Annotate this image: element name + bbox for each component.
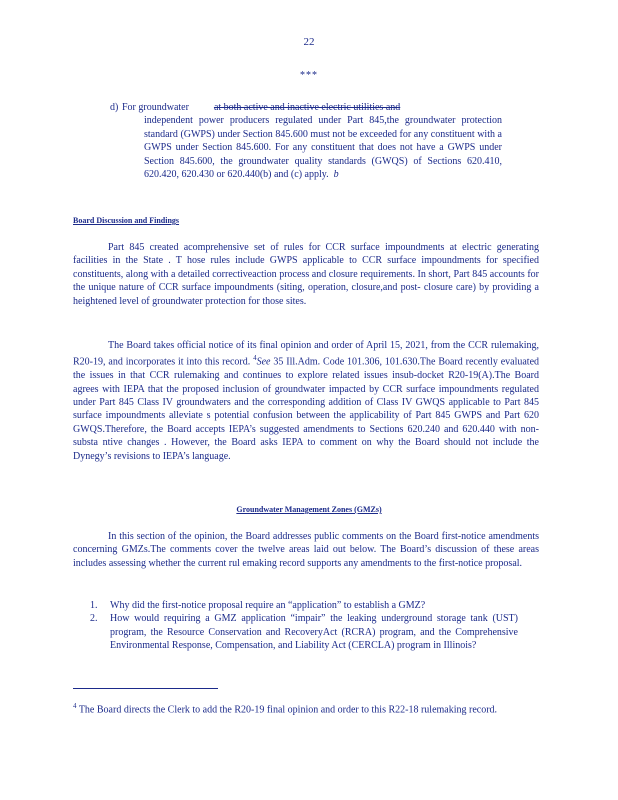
see-signal: See — [256, 356, 271, 368]
paragraph-gmz-intro: In this section of the opinion, the Board addresses public comments on the Board first-notice amendments concerning GMZs.The comments cover the twelve areas laid out below. The Board’s discussion of these areas includes assessing whether the current rul emaking record supports any amendments to the first-notice proposal. — [73, 531, 539, 569]
footnote — [73, 700, 513, 717]
subsection-d-intro: For groundwater — [122, 102, 189, 113]
subsection-d-text — [122, 101, 502, 181]
footnote-ref[interactable]: 4 — [253, 354, 257, 363]
footnote-divider — [73, 688, 218, 689]
page-number: 22 — [303, 36, 315, 48]
paragraph-official-notice-part1: The Board takes official notice of its final opinion and order of April 15, 2021, from the CCR rulemaking, R20-19, and incorporates it into this record. — [73, 340, 539, 368]
footnote-mark: 4 — [73, 702, 77, 710]
paragraph-official-notice — [73, 339, 539, 463]
paragraph-part-845: Part 845 created acomprehensive set of rules for CCR surface impoundments at electric generating facilities in the State . T hose rules include GWPS applicable to CCR surface impoundments for specified constituents, along with a detailed correctiveaction process and closure requirements. In short, Part 845 accounts for the unique nature of CCR surface impoundments (siting, operation, closure,and post- closure care) by providing a heightened level of groundwater protection for those sites. — [73, 242, 539, 307]
footnote-text: The Board directs the Clerk to add the R20-19 final opinion and order to this R22-18 rulemaking record. — [78, 704, 498, 716]
paragraph-official-notice-part2: 35 Ill.Adm. Code 101.306, 101.630.The Board recently evaluated the issues in that CCR rulemaking and continues to explore related issues insub-docket R20-19(A).The Board agrees with IEPA that the proposed inclusion of groundwater impacted by CCR surface impoundments regulated under Part 845 Class IV groundwaters and the corresponding addition of Class IV GWQS applicable to Part 845 surface impoundments alleviate s potential confusion between the applicability of Part 845 GWPS and Part 620 GWQS.Therefore, the Board accepts IEPA’s suggested amendments to Sections 620.240 and 620.440 with non-substa ntive changes . However, the Board asks IEPA to comment on why the Board should not include the Dynegy’s revisions to IEPA’s language. — [73, 356, 540, 462]
subsection-d-body: independent power producers regulated under Part 845,the groundwater protection standard (GWPS) under Section 845.600 must not be exceeded for any constituent with a GWPS under Section 845.600. For any constituent that does not have a GWPS under Section 845.600, the groundwater quality standards (GWQS) of Sections 620.410, 620.420, 620.430 or 620.440(b) and (c) apply. — [144, 115, 502, 181]
subsection-d-end-mark: b — [333, 169, 339, 181]
heading-gmz: Groundwater Management Zones (GMZs) — [236, 505, 382, 514]
struck-text: at both active and inactive electric utilities and — [213, 102, 401, 113]
heading-board-discussion: Board Discussion and Findings — [73, 216, 180, 225]
section-separator: *** — [300, 70, 318, 81]
list-item-number: 1. — [90, 600, 98, 611]
subsection-d — [110, 101, 502, 181]
list-item — [90, 599, 518, 612]
list-item-number: 2. — [90, 613, 98, 625]
subsection-d-label: d) — [110, 102, 119, 113]
list-item-text: How would requiring a GMZ application “impair” the leaking underground storage tank (UST) program, the Resource Conservation and RecoveryAct (RCRA) program, and the Comprehensive Environmental Response, Compensation, and Liability Act (CERCLA) program in Illinois? — [110, 613, 518, 652]
questions-list — [90, 599, 518, 653]
list-item-text: Why did the first-notice proposal require an “application” to establish a GMZ? — [110, 600, 426, 611]
list-item — [90, 612, 518, 652]
